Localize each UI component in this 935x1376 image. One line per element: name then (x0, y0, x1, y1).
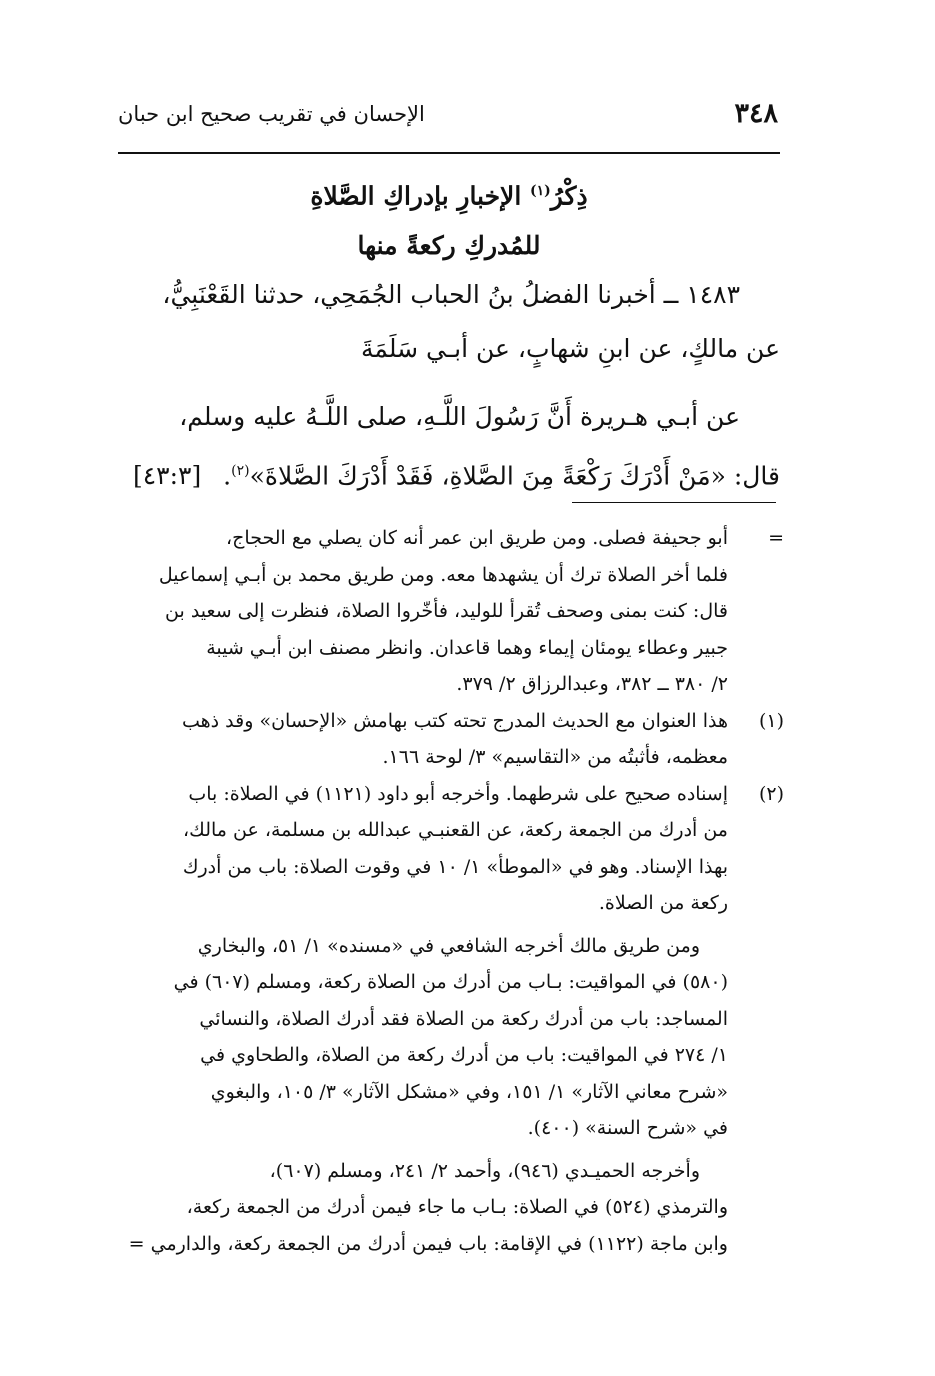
hadith-line: عن مالكٍ، عن ابنِ شهابٍ، عن أبـي سَلَمَةَ (360, 334, 780, 363)
footnote-body (104, 776, 728, 1263)
footnote-mark-2: (٢) (231, 463, 250, 479)
footnote-line: وأخرجه الحميـدي (٩٤٦)، وأحمد ٢/ ٢٤١، ومسلم (٦٠٧)، (269, 1159, 700, 1182)
footnotes (104, 520, 784, 1262)
chapter-title-rest: الإخبارِ بإدراكِ الصَّلاةِ (310, 181, 522, 211)
page-number: ٣٤٨ (734, 98, 778, 129)
footnote-line: (٥٨٠) في المواقيت: بـاب من أدرك من الصلاة ركعة، ومسلم (٦٠٧) في (173, 971, 728, 993)
footnote-line: قال: كنت بمنى وصحف تُقرأ للوليد، فأخّروا الصلاة، فنظرت إلى سعيد بن (165, 600, 728, 622)
chapter-title-line-2: للمُدركِ ركعةً منها (357, 231, 541, 261)
hadith-line: عن أبـي هـريرة أَنَّ رَسُولَ اللَّـهِ، صلى اللَّـهُ عليه وسلم، (179, 402, 740, 431)
footnote-line: ومن طريق مالك أخرجه الشافعي في «مسنده» ١/ ٥١، والبخاري (197, 934, 700, 957)
footnote-line: المساجد: باب من أدرك ركعة من الصلاة فقد أدرك الصلاة، والنسائي (199, 1007, 728, 1030)
footnote-paragraph (104, 928, 728, 1147)
footnote-line: ١/ ٢٧٤ في المواقيت: باب من أدرك ركعة من الصلاة، والطحاوي في (200, 1044, 728, 1066)
footnote-line: والترمذي (٥٢٤) في الصلاة: بـاب ما جاء فيمن أدرك من الجمعة ركعة، (186, 1196, 728, 1218)
footnote-line: معظمه، فأثبتُه من «التقاسيم» ٣/ لوحة ١٦٦. (382, 746, 728, 768)
hadith-line-final (108, 444, 780, 503)
footnotes-divider (572, 502, 776, 503)
footnote-paragraph (104, 1153, 728, 1263)
footnote-line: وابن ماجة (١١٢٢) في الإقامة: باب فيمن أدرك من الجمعة ركعة، والدارمي = (128, 1232, 728, 1255)
footnote-body (104, 703, 728, 776)
hadith-quote: قال: «مَنْ أَدْرَكَ رَكْعَةً مِنَ الصَّلاةِ، فَقَدْ أَدْرَكَ الصَّلاةَ» (249, 461, 780, 491)
footnote-marker: = (768, 527, 784, 549)
hadith-text (108, 268, 780, 503)
footnote-line: أبو جحيفة فصلى. ومن طريق ابن عمر أنه كان يصلي مع الحجاج، (226, 527, 728, 549)
footnote-marker: (١) (758, 709, 784, 732)
footnote-continuation (104, 520, 784, 703)
footnote-body (104, 520, 728, 703)
chapter-title-word: ذِكْرُ (550, 181, 588, 211)
page-header (118, 98, 778, 148)
footnote-1 (104, 703, 784, 776)
footnote-line: هذا العنوان مع الحديث المدرج تحته كتب بهامش «الإحسان» وقد ذهب (182, 709, 728, 732)
footnote-line: ركعة من الصلاة. (598, 892, 728, 914)
hadith-line: ١٤٨٣ ــ أخبرنا الفضلُ بنُ الحباب الجُمَحِي، حدثنا القَعْنَبِيُّ، (162, 280, 740, 309)
footnote-line: إسناده صحيح على شرطهما. وأخرجه أبو داود (١١٢١) في الصلاة: باب (188, 782, 728, 805)
footnote-marker: (٢) (758, 782, 784, 805)
footnote-line: جبير وعطاء يومئان إيماء وهما قاعدان. وانظر مصنف ابن أبـي شيبة (206, 636, 728, 659)
hadith-period: . (223, 461, 232, 491)
footnote-line: من أدرك من الجمعة ركعة، عن القعنبـي عبدالله بن مسلمة، عن مالك، (183, 819, 728, 841)
footnote-line: «شرح معاني الآثار» ١/ ١٥١، وفي «مشكل الآثار» ٣/ ١٠٥، والبغوي (210, 1080, 728, 1103)
footnote-2 (104, 776, 784, 1263)
chapter-title (118, 166, 780, 271)
footnote-line: بهذا الإسناد. وهو في «الموطأ» ١/ ١٠ في وقوت الصلاة: باب من أدرك (182, 855, 728, 878)
header-divider (118, 152, 780, 154)
running-title: الإحسان في تقريب صحيح ابن حبان (118, 102, 425, 126)
hadith-reference: [٤٣:٣] (132, 461, 202, 491)
chapter-title-line-1 (118, 166, 780, 221)
footnote-mark-1: (١) (529, 183, 551, 199)
footnote-line: ٢/ ٣٨٠ ــ ٣٨٢، وعبدالرزاق ٢/ ٣٧٩. (456, 673, 728, 695)
footnote-line: في «شرح السنة» (٤٠٠). (527, 1117, 728, 1139)
footnote-line: فلما أخر الصلاة ترك أن يشهدها معه. ومن طريق محمد بن أبـي إسماعيل (158, 563, 728, 586)
